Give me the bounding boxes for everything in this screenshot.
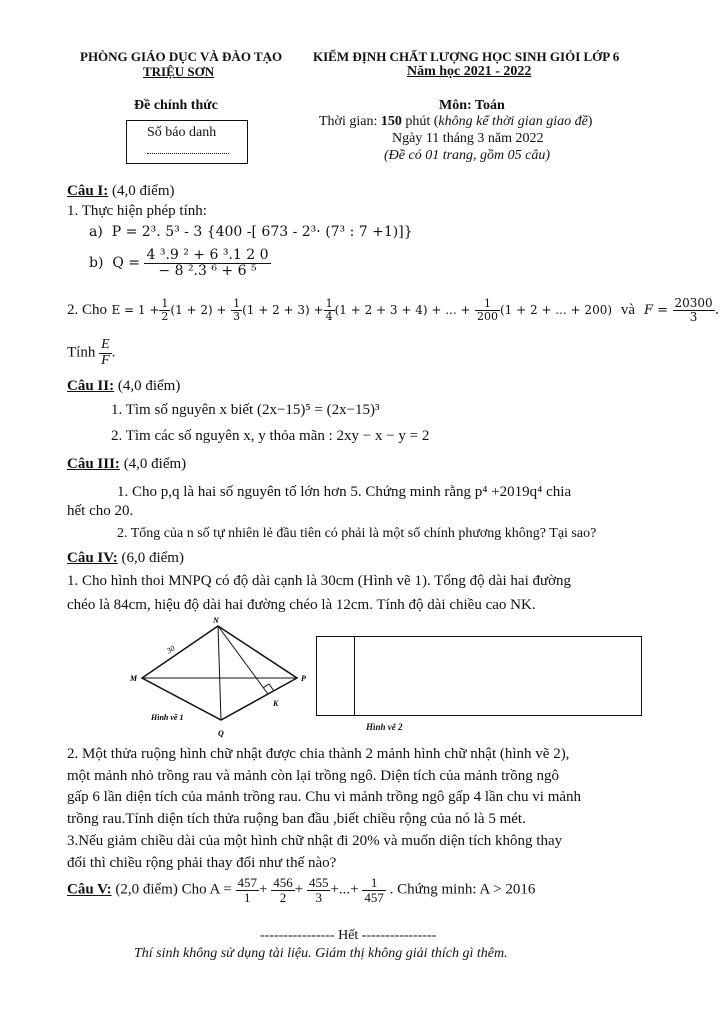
q1-part-a: a) P = 2³. 5³ - 3 {400 -[ 673 - 2³· (7³ : 7 +1)]} [89, 224, 413, 240]
figure1-caption: Hình vẽ 1 [151, 713, 184, 722]
q5-term-last: $\frac{1}{457}$ [364, 875, 384, 905]
rhombus-figure [125, 614, 320, 744]
school-year: Năm học 2021 - 2022 [407, 64, 532, 79]
q5-line: Câu V: (2,0 điểm) Cho A = $\frac{457}{1}$ + $\frac{456}{2}$ + $\frac{455}{3}$ +...+ $\frac{1}{457}$ . Chứng minh: A > 2016 [67, 875, 536, 905]
label-side-30: 30 [165, 643, 177, 656]
q2-item2: 2. Tìm các số nguyên x, y thỏa mãn : 2xy − x − y = 2 [111, 428, 430, 444]
q4-item2-line2: một mảnh nhỏ trồng rau và mảnh còn lại trồng ngô. Diện tích của mảnh trồng ngô [67, 768, 559, 784]
label-p: P [301, 674, 306, 683]
q1-compute: Tính $\frac{E}{F}$ . [67, 337, 116, 368]
subject: Môn: Toán [439, 98, 505, 113]
q1-item2: 2. Cho E = 1 + $\frac{1}{2}$ (1 + 2) + $\frac{1}{3}$ (1 + 2 + 3) + $\frac{1}{4}$ (1 + 2 + 3 + 4) + ... + $\frac{1}{200}$ (1 + 2 + ... + 200) và F = $\frac{20300}{3}$ . [67, 296, 720, 324]
q5-term-3: $\frac{455}{3}$ [308, 875, 329, 905]
q4-item1-line2: chéo là 84cm, hiệu độ dài hai đường chéo là 12cm. Tính độ dài chiều cao NK. [67, 597, 536, 613]
q4-item3-line2: đổi thì chiều rộng phải thay đổi như thế nào? [67, 855, 337, 871]
label-n: N [213, 616, 219, 625]
q4-item2-line3: gấp 6 lần diện tích của mảnh trồng rau. Chu vi mảnh trồng ngô gấp 4 lần chu vi mảnh [67, 789, 582, 805]
q1-b-fraction: $\frac{\text{4 ³.9 ² + 6 ³.1 2 0}}{\text{− 8 ².3 ⁶ + 6 ⁵}}$ [146, 247, 269, 279]
q3-item1-line2: hết cho 20. [67, 503, 134, 519]
exam-title: KIỂM ĐỊNH CHẤT LƯỢNG HỌC SINH GIỎI LỚP 6 [313, 49, 620, 64]
q1-part-b: b) Q = $\frac{\text{4 ³.9 ² + 6 ³.1 2 0}}{\text{− 8 ².3 ⁶ + 6 ⁵}}$ [89, 247, 269, 279]
q4-item2-line4: trồng rau.Tính diện tích thửa ruộng ban đầu ,biết chiều rộng của nó là 5 mét. [67, 811, 526, 827]
q3-heading: Câu III: (4,0 điểm) [67, 456, 187, 472]
figure2-caption: Hình vẽ 2 [366, 722, 403, 732]
end-marker: ---------------- Hết ---------------- [260, 928, 437, 943]
label-m: M [130, 674, 138, 683]
candidate-number-label: Số báo danh [147, 125, 217, 140]
candidate-number-line [147, 153, 229, 154]
candidate-number-box [126, 120, 248, 164]
district-name: TRIỆU SƠN [143, 64, 215, 79]
q2-item1: 1. Tìm số nguyên x biết (2x−15)⁵ = (2x−15)³ [111, 402, 380, 418]
rectangle-figure [316, 636, 642, 716]
q1-item1: 1. Thực hiện phép tính: [67, 203, 207, 219]
height-nk [218, 626, 268, 694]
label-q: Q [218, 729, 224, 738]
q4-item3-line1: 3.Nếu giảm chiều dài của một hình chữ nhật đi 20% và muốn diện tích không thay [67, 833, 563, 849]
rectangle-divider [354, 637, 355, 715]
footer-note: Thí sinh không sử dụng tài liệu. Giám thị không giải thích gì thêm. [134, 946, 508, 961]
department-name: PHÒNG GIÁO DỤC VÀ ĐÀO TẠO [80, 49, 283, 64]
q1-heading: Câu I: (4,0 điểm) [67, 183, 175, 199]
time-line: Thời gian: 150 phút (không kể thời gian giao đề) [319, 114, 593, 129]
q2-heading: Câu II: (4,0 điểm) [67, 378, 181, 394]
pages-note: (Đề có 01 trang, gồm 05 câu) [384, 148, 551, 163]
diagonal-nq [218, 626, 221, 720]
q4-item2-line1: 2. Một thửa ruộng hình chữ nhật được chia thành 2 mảnh hình chữ nhật (hình vẽ 2), [67, 746, 570, 762]
q3-item1-line1: 1. Cho p,q là hai số nguyên tố lớn hơn 5. Chứng minh rằng p⁴ +2019q⁴ chia [117, 484, 572, 500]
q4-heading: Câu IV: (6,0 điểm) [67, 550, 184, 566]
q5-term-1: $\frac{457}{1}$ [237, 875, 257, 905]
q3-item2: 2. Tổng của n số tự nhiên lẻ đầu tiên có phải là một số chính phương không? Tại sao? [117, 526, 597, 541]
label-k: K [273, 699, 279, 708]
q5-term-2: $\frac{456}{2}$ [273, 875, 293, 905]
exam-date: Ngày 11 tháng 3 năm 2022 [392, 131, 544, 146]
official-label: Đề chính thức [134, 98, 218, 113]
q4-item1-line1: 1. Cho hình thoi MNPQ có độ dài cạnh là 30cm (Hình vẽ 1). Tổng độ dài hai đường [67, 573, 572, 589]
